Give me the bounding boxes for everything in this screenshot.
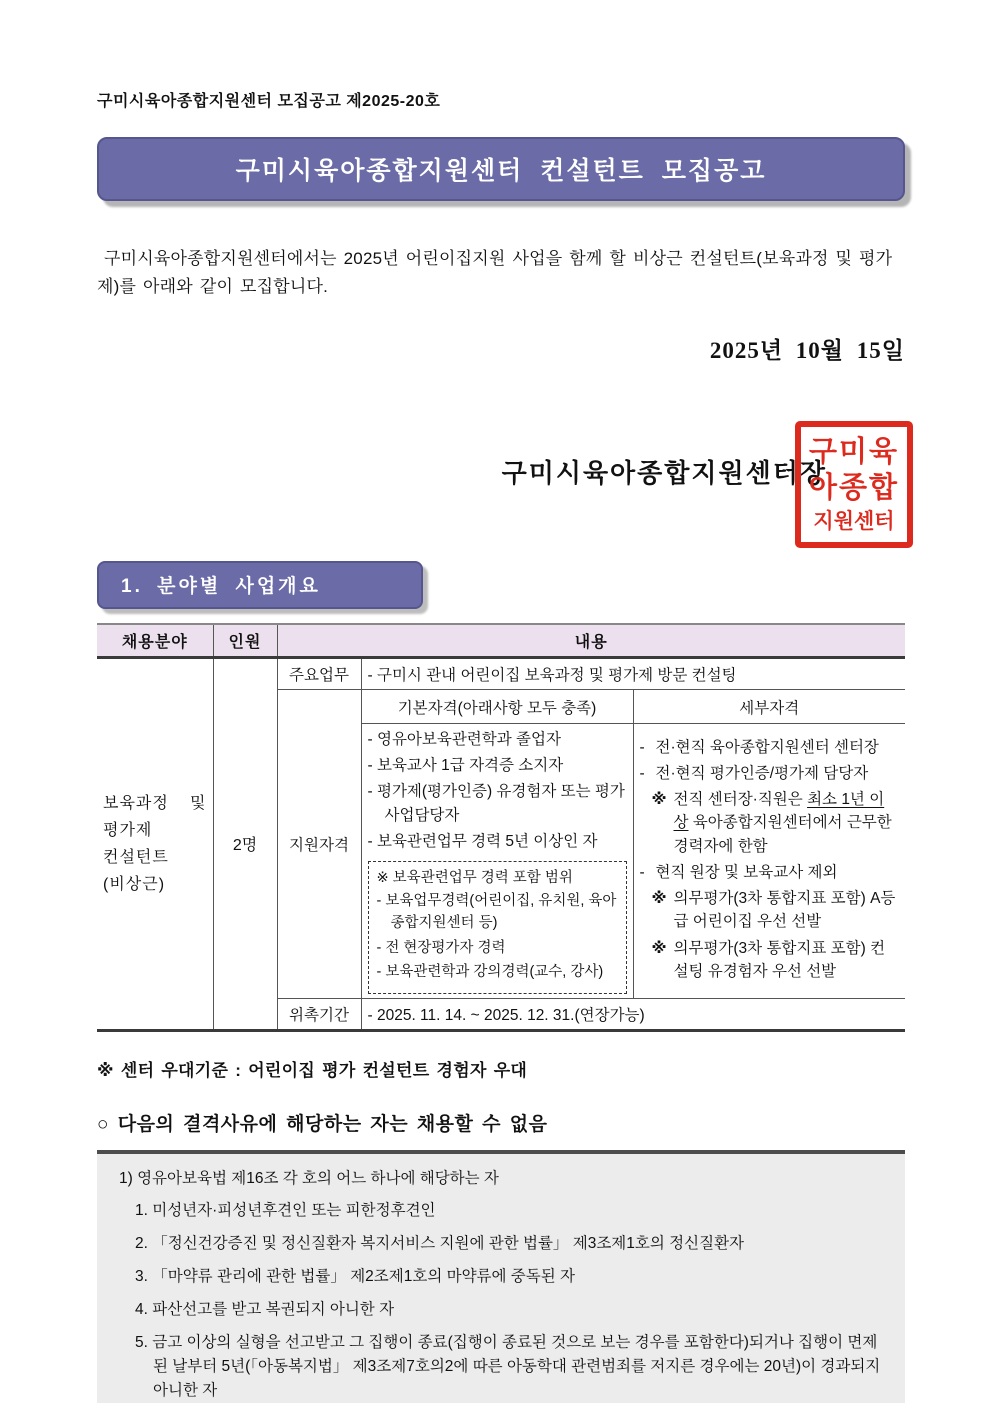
intro-paragraph: 구미시육아종합지원센터에서는 2025년 어린이집지원 사업을 함께 할 비상근 컨설턴트(보육과정 및 평가제)를 아래와 같이 모집합니다. [97, 249, 893, 296]
section1-header [97, 561, 423, 609]
disqualification-list [119, 1199, 887, 1403]
preference-note: ※ 센터 우대기준 : 어린이집 평가 컨설턴트 경험자 우대 [97, 1060, 528, 1080]
detail-qualification-item [640, 762, 900, 785]
item-marker: ※ [651, 791, 667, 809]
official-seal-stamp [795, 421, 913, 548]
recruit-field-line: (비상근) [103, 876, 166, 894]
career-scope-item: - 보육업무경력(어린이집, 유치원, 육아종합지원센터 등) [376, 892, 617, 932]
detail-qualification-item [640, 861, 900, 884]
item-marker: - [639, 738, 645, 756]
item-text: 전직 센터장·직원은 최소 1년 이상 육아종합지원센터에서 근무한 경력자에 한함 [673, 791, 892, 855]
col-header-content: 내용 [277, 624, 905, 658]
seal-text-line3: 지원센터 [813, 508, 895, 533]
item-marker: ※ [651, 890, 667, 908]
duty-label: 주요업무 [277, 658, 361, 690]
disqualification-item: 2. 「정신건강증진 및 정신질환자 복지서비스 지원에 관한 법률」 제3조제1호의 정신질환자 [135, 1235, 745, 1253]
basic-qualification-list [368, 728, 627, 854]
table-header-row [97, 624, 905, 658]
detail-qualification-header: 세부자격 [633, 690, 905, 724]
career-scope-item: - 전 현장평가자 경력 [376, 939, 506, 956]
detail-qualification-item [640, 788, 900, 858]
recruit-field-line: 평가제 [103, 821, 153, 839]
career-scope-box [368, 861, 627, 994]
item-marker: - [639, 764, 645, 782]
detail-qualification-cell [633, 724, 905, 999]
section1-title: 1. 분야별 사업개요 [121, 576, 321, 598]
qualification-label: 지원자격 [277, 690, 361, 999]
item-text: 전·현직 평가인증/평가제 담당자 [655, 764, 869, 782]
disqualification-heading: ○ 다음의 결격사유에 해당하는 자는 채용할 수 없음 [97, 1113, 548, 1135]
basic-qualification-item: - 보육교사 1급 자격증 소지자 [367, 757, 564, 775]
period-value: - 2025. 11. 14. ~ 2025. 12. 31.(연장가능) [361, 998, 905, 1030]
signer-title: 구미시육아종합지원센터장 [501, 459, 827, 489]
career-scope-list [377, 890, 620, 984]
recruit-field-lines [103, 790, 207, 899]
recruit-field-line: 컨설턴트 [103, 848, 169, 866]
career-scope-title: ※ 보육관련업무 경력 포함 범위 [376, 870, 573, 887]
disqualification-box [97, 1150, 905, 1403]
detail-qualification-item [640, 887, 900, 934]
seal-text-line1: 구미육 [808, 435, 900, 468]
disqualification-intro: 1) 영유아보육법 제16조 각 호의 어느 하나에 해당하는 자 [119, 1169, 499, 1187]
recruit-field-cell [97, 658, 213, 1031]
detail-qualification-item [640, 937, 900, 984]
basic-qualification-cell [361, 724, 633, 999]
announcement-date: 2025년 10월 15일 [709, 338, 905, 364]
basic-qualification-item: - 영유아보육관련학과 졸업자 [367, 731, 561, 749]
detail-qualification-item [640, 736, 900, 759]
title-banner-text: 구미시육아종합지원센터 컨설턴트 모집공고 [235, 157, 767, 185]
table-row [97, 658, 905, 690]
recruit-count-cell: 2명 [213, 658, 277, 1031]
recruitment-overview-table [97, 623, 905, 1032]
item-text: 현직 원장 및 보육교사 제외 [655, 863, 838, 881]
document-content [0, 88, 992, 1403]
disqualification-item: 3. 「마약류 관리에 관한 법률」 제2조제1호의 마약류에 중독된 자 [135, 1268, 575, 1286]
period-label: 위촉기간 [277, 998, 361, 1030]
signature-row [97, 425, 905, 533]
item-marker: ※ [651, 939, 667, 957]
title-banner [97, 137, 905, 201]
basic-qualification-item: - 평가제(평가인증) 유경험자 또는 평가 사업담당자 [367, 783, 625, 825]
recruit-field-line: 보육과정 및 [103, 794, 207, 812]
disqualification-item: 4. 파산선고를 받고 복권되지 아니한 자 [135, 1301, 395, 1319]
career-scope-item: - 보육관련학과 강의경력(교수, 강사) [376, 964, 604, 981]
item-marker: - [639, 863, 645, 881]
doc-number: 구미시육아종합지원센터 모집공고 제2025-20호 [97, 93, 441, 110]
basic-qualification-item: - 보육관련업무 경력 5년 이상인 자 [367, 833, 598, 851]
disqualification-item: 5. 금고 이상의 실형을 선고받고 그 집행이 종료(집행이 종료된 것으로 보는 경우를 포함한다)되거나 집행이 면제된 날부터 5년(「아동복지법」 제3조제7호의2에 따른 아동학대 관련범죄를 저지른 경우에는 20년)이 경과되지 아니한 자 [135, 1334, 881, 1400]
col-header-count: 인원 [213, 624, 277, 658]
item-text: 의무평가(3차 통합지표 포함) A등급 어린이집 우선 선발 [673, 890, 896, 931]
basic-qualification-header: 기본자격(아래사항 모두 충족) [361, 690, 633, 724]
col-header-field: 채용분야 [97, 624, 213, 658]
detail-qualification-list [640, 736, 900, 984]
seal-text-line2: 아종합 [808, 472, 900, 505]
duty-value: - 구미시 관내 어린이집 보육과정 및 평가제 방문 컨설팅 [361, 658, 905, 690]
item-text: 전·현직 육아종합지원센터 센터장 [655, 738, 879, 756]
item-text: 의무평가(3차 통합지표 포함) 컨설팅 유경험자 우선 선발 [673, 939, 886, 980]
disqualification-item: 1. 미성년자·피성년후견인 또는 피한정후견인 [135, 1202, 436, 1220]
